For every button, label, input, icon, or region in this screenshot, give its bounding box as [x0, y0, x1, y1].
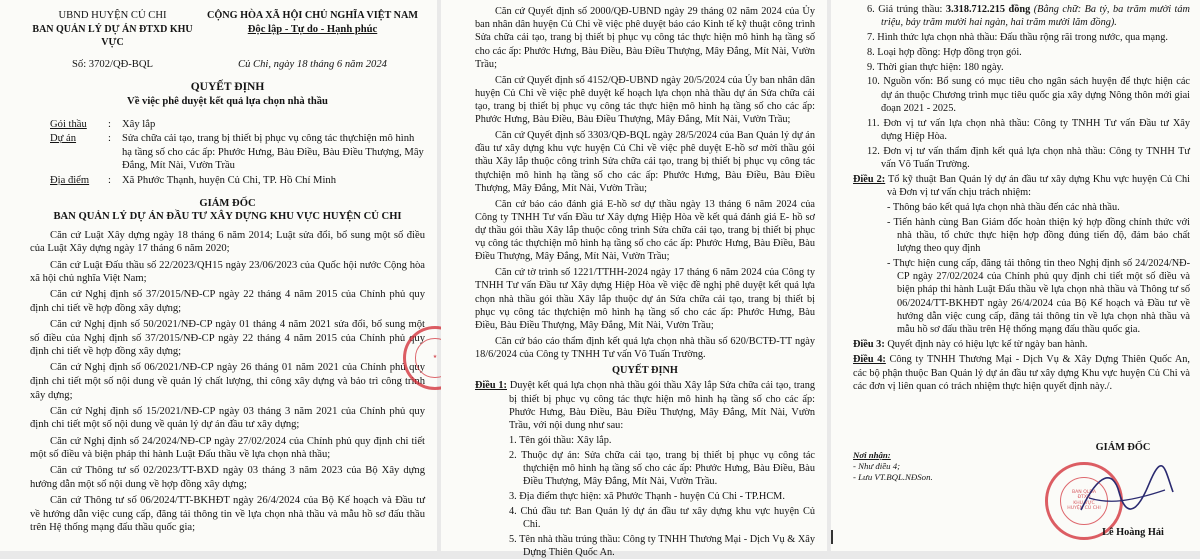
signer-name: Lê Hoàng Hải: [1102, 527, 1164, 538]
task-item: - Thực hiện cung cấp, đăng tải thông tin theo Nghị định số 24/2024/NĐ-CP ngày 27/02/2024 của Chính phủ quy định chi tiết một số điều và biện pháp thi hành Luật Đấu thầu về lựa chọn nhà thầu và Thông tư số 06/2024/TT-BKHĐT ngày 26/4/2024 của Bộ Kế hoạch và Đầu tư về hướng dẫn việc cung cấp, đăng tải thông tin về lựa chọn nhà thầu và mẫu hồ sơ đấu thầu trên Hệ thống mạng đấu thầu quốc gia.: [887, 258, 1190, 336]
list-item: 8. Loại hợp đồng: Hợp đồng trọn gói.: [867, 46, 1022, 58]
article-2: [853, 173, 1190, 199]
document-number: Số: 3702/QĐ-BQL: [72, 58, 153, 70]
list-item: 12. Đơn vị tư vấn thẩm định kết quả lựa chọn nhà thầu: Công ty TNHH Tư vấn Võ Tuấn Trường.: [867, 145, 1190, 170]
legal-basis: Căn cứ Thông tư số 06/2024/TT-BKHĐT ngày 26/4/2024 của Bộ Kế hoạch và Đầu tư về hướng dẫn việc cung cấp, đăng tải thông tin về lựa chọn nhà thầu và mẫu hồ sơ đấu thầu trên Hệ thống mạng đấu thầu quốc gia;: [30, 495, 425, 534]
legal-basis: Căn cứ tờ trình số 1221/TTHH-2024 ngày 17 tháng 6 năm 2024 của Công ty TNHH Tư vấn Đầu tư Xây dựng Hiệp Hòa về việc đề nghị phê duyệt kết quả lựa chọn nhà thầu gói thầu Xây lắp thuộc dự án Sửa chữa cải tạo, trang bị thiết bị phục vụ công tác thựchiện mô hình hạ tầng số cho các ấp: Phước Hưng, Bàu Điều, Bàu Điều Thượng, Mây Đắng, Mít Nài, Vườn Trầu;: [475, 267, 815, 332]
motto: Độc lập - Tự do - Hạnh phúc: [247, 23, 378, 35]
list-item: 7. Hình thức lựa chọn nhà thầu: Đấu thầu rộng rãi trong nước, qua mạng.: [867, 32, 1168, 43]
legal-basis: Căn cứ Quyết định số 2000/QĐ-UBND ngày 29 tháng 02 năm 2024 của Ủy ban nhân dân huyện Củ Chi về việc phê duyệt báo cáo Kinh tế kỹ thuật công trình Sửa chữa cải tạo, trang bị thiết bị phục vụ công tác thực hiện mô hình hạ tầng số cho các ấp: Phước Hưng, Bàu Điều, Bàu Điều Thượng, Mây Đắng, Mít Nài, Vườn Trầu;: [475, 6, 815, 70]
nation-title: CỘNG HÒA XÃ HỘI CHỦ NGHĨA VIỆT NAM: [206, 10, 419, 21]
legal-basis: Căn cứ Nghị định số 50/2021/NĐ-CP ngày 01 tháng 4 năm 2021 sửa đổi, bổ sung một số điều của Nghị định số 37/2015/NĐ-CP ngày 22 tháng 4 năm 2015 của Chính phủ quy định chi tiết về hợp đồng xây dựng;: [30, 319, 425, 358]
list-item: 2. Thuộc dự án: Sửa chữa cải tạo, trang bị thiết bị phục vụ công tác thựchiện mô hình hạ tầng số cho các ấp: Phước Hưng, Bàu Điều, Bàu Điều Thượng, Mây Đắng, Mít Nài, Vườn Trầu.: [509, 450, 815, 488]
document-page-3: [831, 0, 1200, 551]
article-4-text: Công ty TNHH Thương Mại - Dịch Vụ & Xây Dựng Thiên Quốc An, các bộ phận thuộc Ban Quản lý dự án đầu tư xây dựng Khu vực huyện Củ Chi và các đơn vị liên quan có trách nhiệm thực hiện quyết định này./.: [853, 354, 1191, 392]
task-item: - Thông báo kết quả lựa chọn nhà thầu đến các nhà thầu.: [887, 202, 1120, 213]
list-item: 3. Địa điểm thực hiện: xã Phước Thạnh - huyện Củ Chi - TP.HCM.: [509, 491, 785, 503]
article-2-text: Tổ kỹ thuật Ban Quản lý dự án đầu tư xây dựng Khu vực huyện Củ Chi và Đơn vị tư vấn chịu trách nhiệm:: [887, 173, 1191, 198]
list-item: 10. Nguồn vốn: Bổ sung có mục tiêu cho ngân sách huyện để thực hiện các dự án thuộc Chương trình mục tiêu quốc gia xây dựng Nông thôn mới giai đoạn 2021 - 2025.: [867, 76, 1190, 114]
info-row-package: Gói thầu : Xây lắp: [50, 118, 156, 130]
list-item: 5. Tên nhà thầu trúng thầu: Công ty TNHH Thương Mại - Dịch Vụ & Xây Dựng Thiên Quốc An.: [509, 534, 815, 559]
legal-basis: Căn cứ Nghị định số 15/2021/NĐ-CP ngày 03 tháng 3 năm 2021 của Chính phủ quy định chi tiết một số nội dung về quản lý dự án đầu tư xây dựng;: [30, 405, 425, 431]
info-row-location: Địa điểm : Xã Phước Thạnh, huyện Củ Chi, TP. Hồ Chí Minh: [50, 174, 337, 186]
article-4: [853, 353, 1190, 393]
article-1-items-continued: [867, 3, 1190, 171]
list-item-price: 6. Giá trúng thầu: 3.318.712.215 đồng (Bằng chữ: Ba tỷ, ba trăm mười tám triệu, bảy trăm mười hai ngàn, hai trăm mười lăm đồng).: [867, 4, 1190, 29]
legal-basis: Căn cứ Quyết định số 4152/QĐ-UBND ngày 20/5/2024 của Ủy ban nhân dân huyện Củ Chi về việc phê duyệt kế hoạch lựa chọn nhà thầu dự án Sửa chữa cải tạo, trang bị thiết bị phục vụ công tác thực hiện mô hình hạ tầng số cho các ấp: Phước Hưng, Bàu Điều, Bàu Điều Thượng, Mây Đắng, Mít Nài, Vườn Trầu;: [475, 74, 815, 126]
article-3: [853, 338, 1190, 351]
document-type: QUYẾT ĐỊNH: [190, 81, 265, 94]
legal-basis: Căn cứ Thông tư số 02/2023/TT-BXD ngày 03 tháng 3 năm 2023 của Bộ Xây dựng hướng dẫn một số nội dung về hợp đồng xây dựng;: [30, 465, 425, 490]
article-1-text: Duyệt kết quả lựa chọn nhà thầu gói thầu Xây lắp Sửa chữa cải tạo, trang bị thiết bị phục vụ công tác thực hiện mô hình hạ tầng số cho các ấp: Phước Hưng, Bàu Điều, Bàu Điều Thượng, Mây Đắng, Mít Nài, Vườn Trầu, với nội dung như sau:: [509, 380, 816, 432]
winning-price: 3.318.712.215 đồng: [945, 4, 1031, 15]
recipient-item: - Lưu VT.BQL.NĐSon.: [853, 472, 933, 482]
article-4-label: Điều 4:: [853, 354, 886, 366]
agency-line-1: UBND HUYỆN CỦ CHI: [58, 10, 167, 21]
page-edge-mark: [831, 530, 833, 544]
article-2-tasks: [887, 201, 1190, 336]
article-1-items: [509, 434, 815, 559]
official-seal: BAN QLDA ĐTXD KHU VỰC HUYỆN CỦ CHI: [1045, 462, 1123, 540]
article-1-label: Điều 1:: [475, 380, 507, 392]
legal-basis: Căn cứ Quyết định số 3303/QĐ-BQL ngày 28/5/2024 của Ban Quản lý dự án đầu tư xây dựng khu vực huyện Củ Chi về việc phê duyệt E-hồ sơ mời thầu gói thầu Xây lắp thuộc công trình Sửa chữa cải tạo, trang bị thiết bị phục vụ công tác thựchiện mô hình hạ tầng số cho các ấp: Phước Hưng, Bàu Điều, Bàu Điều Thượng, Mây Đắng, Mít Nài, Vườn Trầu;: [475, 130, 815, 194]
recipients-title: Nơi nhận:: [853, 450, 891, 460]
signature-image: [1069, 462, 1179, 522]
legal-basis: Căn cứ Nghị định số 37/2015/NĐ-CP ngày 22 tháng 4 năm 2015 của Chính phủ quy định chi tiết về hợp đồng xây dựng;: [30, 289, 425, 314]
recipients: [853, 450, 973, 483]
list-item: 4. Chủ đầu tư: Ban Quản lý dự án đầu tư xây dựng khu vực huyện Củ Chi.: [509, 506, 815, 531]
project-info: [50, 118, 425, 188]
legal-bases-list: [30, 229, 425, 535]
document-date: Củ Chi, ngày 18 tháng 6 năm 2024: [238, 58, 387, 70]
article-3-text: Quyết định này có hiệu lực kể từ ngày ban hành.: [887, 339, 1088, 351]
legal-basis: Căn cứ báo cáo thẩm định kết quả lựa chọn nhà thầu số 620/BCTĐ-TT ngày 18/6/2024 của Công ty TNHH Tư vấn Võ Tuấn Trường.: [475, 335, 815, 361]
article-3-label: Điều 3:: [853, 339, 885, 351]
document-subject: Về việc phê duyệt kết quả lựa chọn nhà thầu: [127, 95, 328, 107]
list-item: 9. Thời gian thực hiện: 180 ngày.: [867, 61, 1004, 73]
recipient-item: - Như điều 4;: [853, 461, 901, 471]
agency-line-2: BAN QUẢN LÝ DỰ ÁN ĐTXD KHU VỰC: [32, 23, 193, 49]
list-item: 1. Tên gói thầu: Xây lắp.: [509, 435, 612, 447]
article-1: [475, 379, 815, 432]
legal-basis: Căn cứ Luật Xây dựng ngày 18 tháng 6 năm 2014; Luật sửa đổi, bổ sung một số điều của Luật Xây dựng ngày 17 tháng 6 năm 2020;: [30, 229, 425, 255]
authority-title: GIÁM ĐỐC: [199, 197, 256, 209]
legal-basis: Căn cứ Luật Đấu thầu số 22/2023/QH15 ngày 23/06/2023 của Quốc hội nước Cộng hòa xã hội chủ nghĩa Việt Nam;: [30, 259, 425, 285]
signer-title: GIÁM ĐỐC: [1095, 442, 1151, 453]
document-page-1: [0, 0, 437, 551]
task-item: - Tiến hành cùng Ban Giám đốc hoàn thiện ký hợp đồng chính thức với nhà thầu, tổ chức thực hiện hợp đồng đúng tiến độ, đảm bảo chất lượng theo quy định: [887, 216, 1190, 255]
info-row-project: Dự án : Sửa chữa cải tạo, trang bị thiết bị phục vụ công tác thựchiện mô hình hạ tầng số cho các ấp: Phước Hưng, Bàu Điều, Bàu Điều Thượng, Mây Đắng, Mít Nài, Vườn Trầu: [50, 133, 424, 172]
authority-name: BAN QUẢN LÝ DỰ ÁN ĐẦU TƯ XÂY DỰNG KHU VỰC HUYỆN CỦ CHI: [53, 211, 402, 223]
article-2-label: Điều 2:: [853, 173, 886, 185]
legal-basis: Căn cứ báo cáo đánh giá E-hồ sơ dự thầu ngày 13 tháng 6 năm 2024 của Công ty TNHH Tư vấn Đầu tư Xây dựng Hiệp Hòa về kết quả đánh giá E- hồ sơ dự thầu gói thầu Xây lắp thuộc công trình Sửa chữa cải tạo, trang bị thiết bị phục vụ công tác thựchiện mô hình hạ tầng số cho các ấp: Phước Hưng, Bàu Điều, Bàu Điều Thượng, Mây Đắng, Mít Nài, Vườn Trầu;: [475, 198, 815, 263]
official-seal-partial: ★: [403, 326, 467, 390]
legal-basis: Căn cứ Nghị định số 24/2024/NĐ-CP ngày 27/02/2024 của Chính phủ quy định chi tiết một số điều và biện pháp thi hành Luật Đấu thầu về lựa chọn nhà thầu;: [30, 435, 425, 461]
legal-basis: Căn cứ Nghị định số 06/2021/NĐ-CP ngày 26 tháng 01 năm 2021 của Chính phủ quy định chi tiết một số nội dung về quản lý chất lượng, thi công xây dựng và bảo trì công trình xây dựng;: [30, 362, 425, 401]
list-item: 11. Đơn vị tư vấn lựa chọn nhà thầu: Công ty TNHH Tư vấn Đầu tư Xây dựng Hiệp Hòa.: [867, 117, 1190, 142]
decide-heading: QUYẾT ĐỊNH: [612, 365, 678, 377]
legal-bases-list: [475, 5, 815, 361]
document-header: [30, 9, 425, 50]
document-page-2: [441, 0, 827, 559]
